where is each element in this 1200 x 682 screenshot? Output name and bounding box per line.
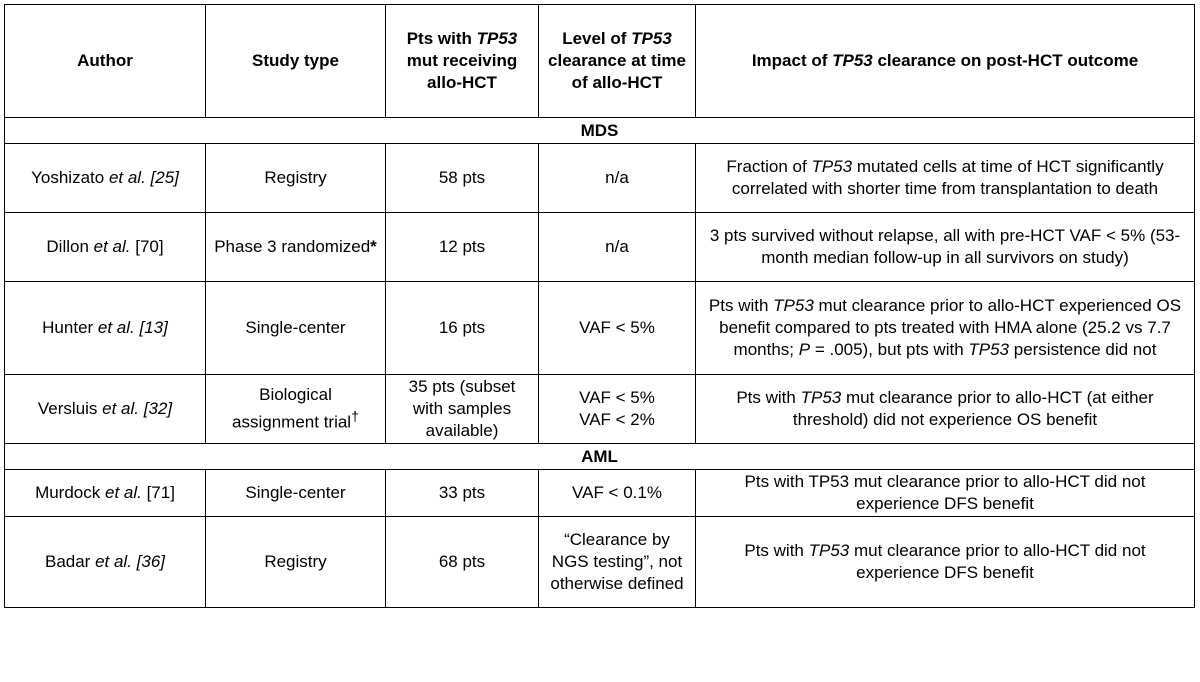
author-cell: Versluis et al. [32] [5,375,206,444]
header-study-type: Study type [206,5,386,118]
table-row [5,144,1195,213]
level-cell: VAF < 5% [539,282,696,375]
level-cell: VAF < 5% VAF < 2% [539,375,696,444]
level-cell: n/a [539,144,696,213]
study-type-cell: Registry [206,517,386,608]
impact-cell: Pts with TP53 mut clearance prior to allo-HCT did not experience DFS benefit [696,517,1195,608]
impact-cell: Fraction of TP53 mutated cells at time of HCT significantly correlated with shorter time from transplantation to death [696,144,1195,213]
header-impact: Impact of TP53 clearance on post-HCT outcome [696,5,1195,118]
study-type-cell: Phase 3 randomized* [206,213,386,282]
study-type-cell: Biological assignment trial† [206,375,386,444]
author-cell: Dillon et al. [70] [5,213,206,282]
pts-cell: 12 pts [386,213,539,282]
header-row [5,5,1195,118]
pts-cell: 68 pts [386,517,539,608]
section-row-mds [5,118,1195,144]
pts-cell: 58 pts [386,144,539,213]
impact-cell: Pts with TP53 mut clearance prior to allo-HCT did not experience DFS benefit [696,470,1195,517]
impact-cell: Pts with TP53 mut clearance prior to allo-HCT experienced OS benefit compared to pts treated with HMA alone (25.2 vs 7.7 months; P = .005), but pts with TP53 persistence did not [696,282,1195,375]
author-cell: Hunter et al. [13] [5,282,206,375]
level-cell: “Clearance by NGS testing”, not otherwise defined [539,517,696,608]
table-row [5,375,1195,444]
impact-cell: 3 pts survived without relapse, all with pre-HCT VAF < 5% (53-month median follow-up in all survivors on study) [696,213,1195,282]
section-mds: MDS [5,118,1195,144]
section-row-aml [5,444,1195,470]
author-cell: Murdock et al. [71] [5,470,206,517]
pts-cell: 16 pts [386,282,539,375]
header-author: Author [5,5,206,118]
author-cell: Badar et al. [36] [5,517,206,608]
table-row [5,517,1195,608]
tp53-clearance-table [4,4,1195,608]
pts-cell: 33 pts [386,470,539,517]
level-cell: n/a [539,213,696,282]
study-type-cell: Single-center [206,282,386,375]
pts-cell: 35 pts (subset with samples available) [386,375,539,444]
impact-cell: Pts with TP53 mut clearance prior to allo-HCT (at either threshold) did not experience OS benefit [696,375,1195,444]
study-type-cell: Single-center [206,470,386,517]
table-row [5,470,1195,517]
table-row [5,282,1195,375]
author-cell: Yoshizato et al. [25] [5,144,206,213]
table-row [5,213,1195,282]
header-pts: Pts with TP53 mut receiving allo-HCT [386,5,539,118]
study-type-cell: Registry [206,144,386,213]
level-cell: VAF < 0.1% [539,470,696,517]
header-level: Level of TP53 clearance at time of allo-HCT [539,5,696,118]
section-aml: AML [5,444,1195,470]
